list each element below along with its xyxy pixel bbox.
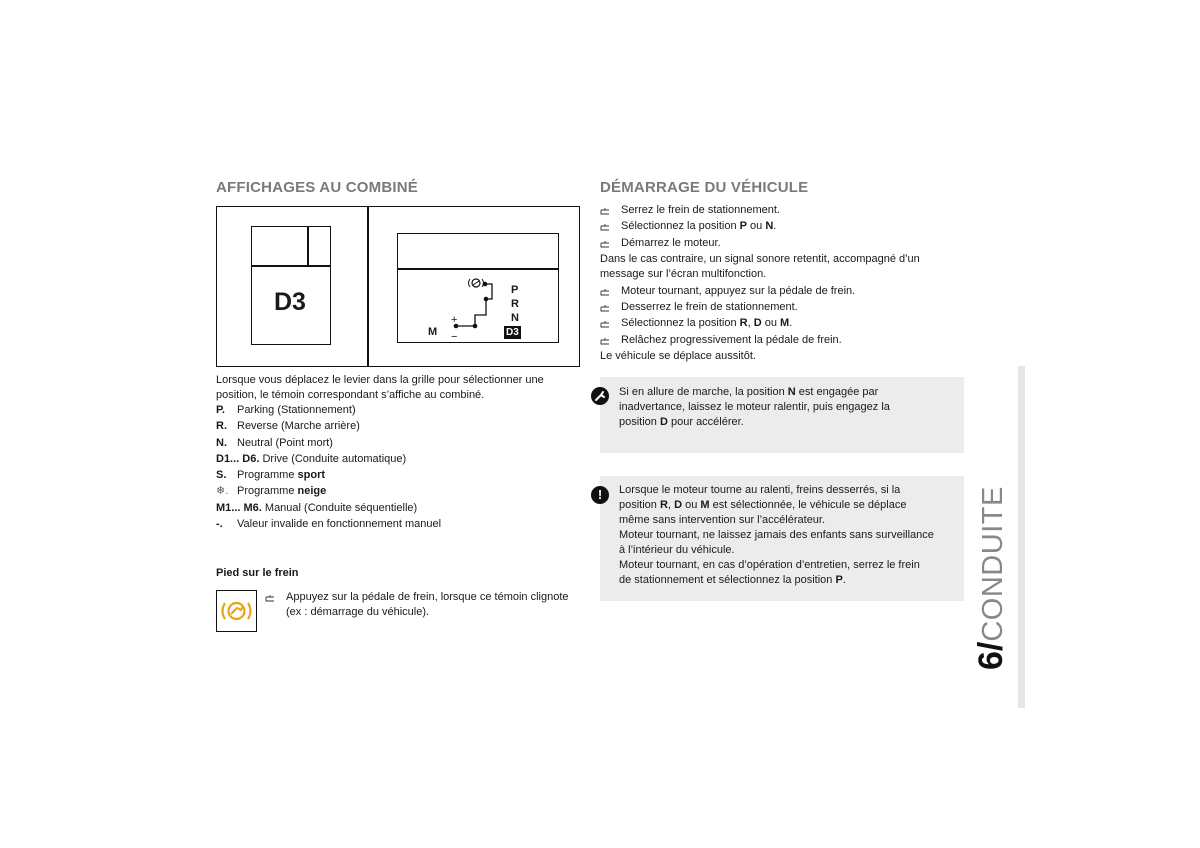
gear-display-panel (251, 226, 331, 345)
gate-label-p: P (511, 284, 519, 296)
info-note-box (600, 377, 964, 453)
definition-item: S. Programme sport (216, 469, 326, 482)
gear-display-value: D3 (274, 288, 306, 316)
brake-foot-warning-icon (217, 591, 256, 631)
gate-label-m: M (428, 326, 438, 338)
definition-item: ❄. Programme neige (216, 485, 327, 498)
gate-label-d3: D3 (506, 327, 519, 338)
step-item: Relâchez progressivement la pédale de frein. (600, 333, 972, 349)
subheading-brake: Pied sur le frein (216, 567, 299, 579)
chapter-name: CONDUITE (977, 486, 1009, 642)
chapter-side-band (1018, 366, 1025, 708)
chapter-label (972, 486, 1011, 670)
hand-pointer-icon (600, 318, 616, 330)
snowflake-icon: ❄. (216, 485, 229, 498)
hand-pointer-icon (600, 221, 616, 233)
step-item: Desserrez le frein de stationnement. (600, 300, 972, 316)
gate-label-n: N (511, 312, 519, 324)
section-title-demarrage: DÉMARRAGE DU VÉHICULE (600, 179, 809, 196)
step-item: Sélectionnez la position R, D ou M. (600, 316, 972, 332)
start-paragraph-2: Le véhicule se déplace aussitôt. (600, 350, 756, 363)
step-item: Serrez le frein de stationnement. (600, 203, 972, 219)
intro-text: Lorsque vous déplacez le levier dans la grille pour sélectionner une position, le témoin correspondant s’affiche au combiné. (216, 374, 544, 401)
info-note-text: Si en allure de marche, la position N est engagée par inadvertance, laissez le moteur ralentir, puis engagez la position D pour accélérer. (619, 386, 890, 428)
brake-mini-icon (469, 279, 484, 287)
definition-list (216, 403, 576, 533)
hand-pointer-icon (600, 205, 616, 217)
definition-item: M1... M6. Manual (Conduite séquentielle) (216, 501, 418, 514)
definition-item: -. Valeur invalide en fonctionnement manuel (216, 518, 442, 531)
step-item: Moteur tournant, appuyez sur la pédale de frein. (600, 284, 972, 300)
cluster-diagram (216, 206, 580, 367)
gate-label-r: R (511, 298, 519, 310)
hand-pointer-icon (600, 286, 616, 298)
gate-label-minus: − (451, 331, 458, 343)
definition-item: R. Reverse (Marche arrière) (216, 420, 360, 433)
exclamation-warning-icon: ! (591, 486, 609, 504)
step-item: Sélectionnez la position P ou N. (600, 219, 972, 235)
chapter-number: 6/ (972, 641, 1010, 670)
start-steps-list (600, 203, 972, 364)
brake-instruction-text: Appuyez sur la pédale de frein, lorsque ce témoin clignote (ex : démarrage du véhicule). (286, 591, 569, 618)
section-title-affichages: AFFICHAGES AU COMBINÉ (216, 179, 418, 196)
wrench-info-icon (591, 387, 609, 405)
hand-pointer-icon (600, 238, 616, 250)
gate-label-plus: + (451, 314, 458, 326)
hand-pointer-icon (600, 302, 616, 314)
definition-item: P. Parking (Stationnement) (216, 404, 356, 416)
definition-item: N. Neutral (Point mort) (216, 436, 333, 449)
shift-gate-panel (397, 233, 559, 343)
step-item: Démarrez le moteur. (600, 236, 972, 252)
warning-note-box (597, 476, 964, 601)
start-paragraph-1: Dans le cas contraire, un signal sonore retentit, accompagné d’un message sur l’écran multifonction. (600, 252, 920, 280)
warning-note-text: Lorsque le moteur tourne au ralenti, freins desserrés, si la position R, D ou M est sélectionnée, le véhicule se déplace même sans intervention sur l’accélérateur. Moteur tournant, ne laissez jamais des enfants sans surveillance à l’intérieur du véhicule. Moteur tournant, en cas d’opération d’entretien, serrez le frein de stationnement et sélectionnez la position P. (619, 484, 934, 586)
shift-gate-diagram (398, 234, 558, 344)
hand-pointer-icon (265, 592, 281, 604)
definition-item: D1... D6. Drive (Conduite automatique) (216, 452, 407, 465)
hand-pointer-icon (600, 335, 616, 347)
brake-warning-box (216, 590, 257, 632)
